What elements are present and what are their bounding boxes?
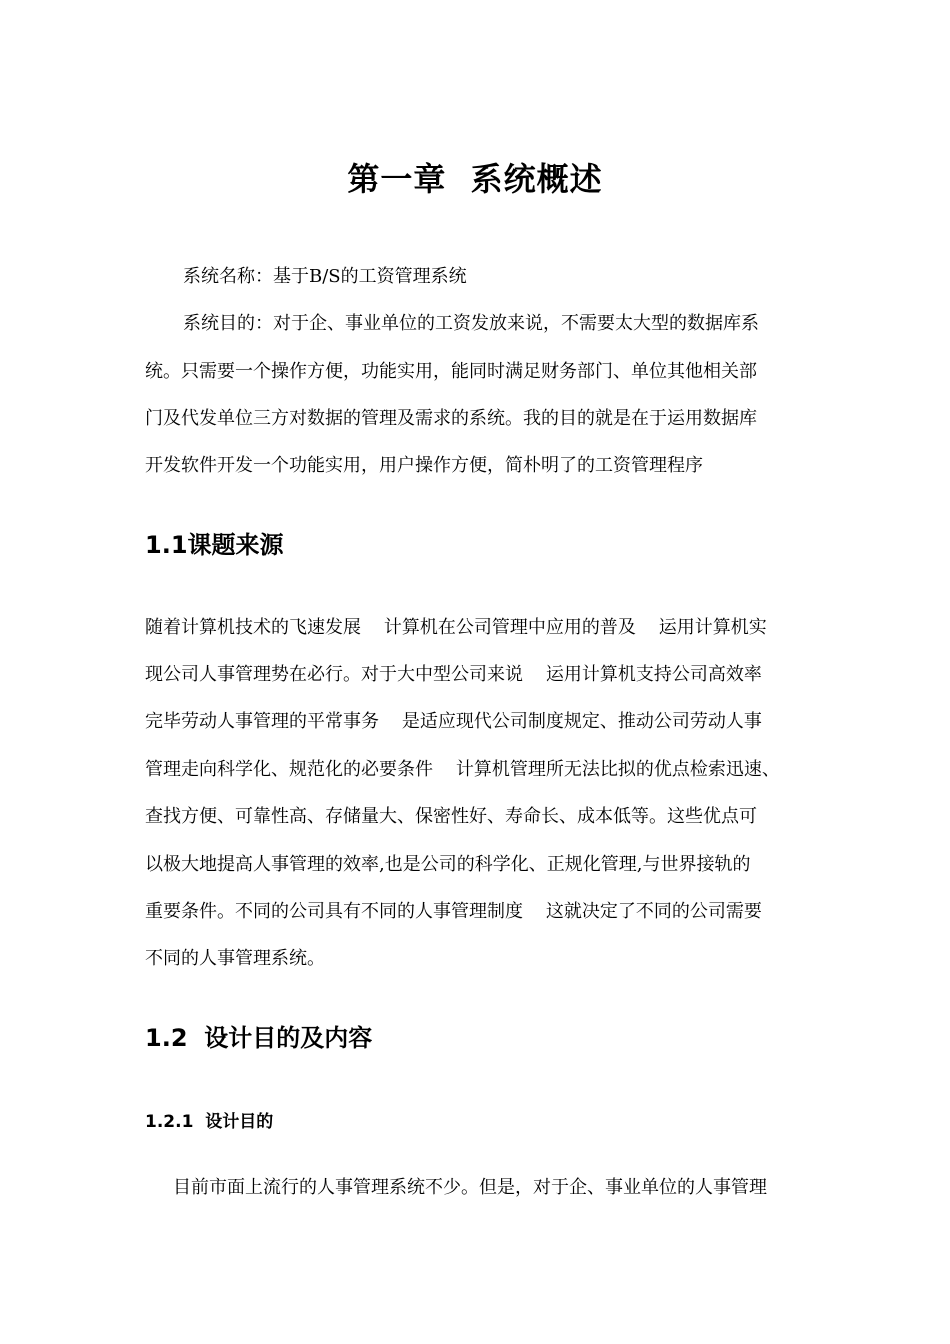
paragraph-line: 完毕劳动人事管理的平常事务 是适应现代公司制度规定、推动公司劳动人事 bbox=[145, 711, 762, 732]
purpose-line: 门及代发单位三方对数据的管理及需求的系统。我的目的就是在于运用数据库 bbox=[145, 408, 757, 429]
paragraph-line: 现公司人事管理势在必行。对于大中型公司来说 运用计算机支持公司高效率 bbox=[145, 664, 762, 685]
purpose-line: 系统目的：对于企、事业单位的工资发放来说，不需要太大型的数据库系 bbox=[183, 313, 759, 334]
paragraph-line: 目前市面上流行的人事管理系统不少。但是，对于企、事业单位的人事管理 bbox=[173, 1177, 767, 1198]
purpose-line: 开发软件开发一个功能实用，用户操作方便，简朴明了的工资管理程序 bbox=[145, 455, 703, 476]
paragraph-line: 查找方便、可靠性高、存储量大、保密性好、寿命长、成本低等。这些优点可 bbox=[145, 806, 757, 827]
paragraph-line: 不同的人事管理系统。 bbox=[145, 948, 325, 969]
purpose-line: 统。只需要一个操作方便，功能实用，能同时满足财务部门、单位其他相关部 bbox=[145, 361, 757, 382]
paragraph-line: 随着计算机技术的飞速发展 计算机在公司管理中应用的普及 运用计算机实 bbox=[145, 617, 767, 638]
system-name-line: 系统名称：基于B/S的工资管理系统 bbox=[183, 266, 467, 287]
section-heading-1-2: 1.2 设计目的及内容 bbox=[145, 1024, 373, 1052]
paragraph-line: 管理走向科学化、规范化的必要条件 计算机管理所无法比拟的优点检索迅速、 bbox=[145, 759, 780, 780]
subsection-heading-1-2-1: 1.2.1 设计目的 bbox=[145, 1112, 274, 1132]
section-heading-1-1: 1.1课题来源 bbox=[145, 531, 284, 559]
paragraph-line: 重要条件。不同的公司具有不同的人事管理制度 这就决定了不同的公司需要 bbox=[145, 901, 762, 922]
chapter-title: 第一章 系统概述 bbox=[347, 160, 603, 198]
paragraph-line: 以极大地提高人事管理的效率,也是公司的科学化、正规化管理,与世界接轨的 bbox=[145, 854, 751, 875]
